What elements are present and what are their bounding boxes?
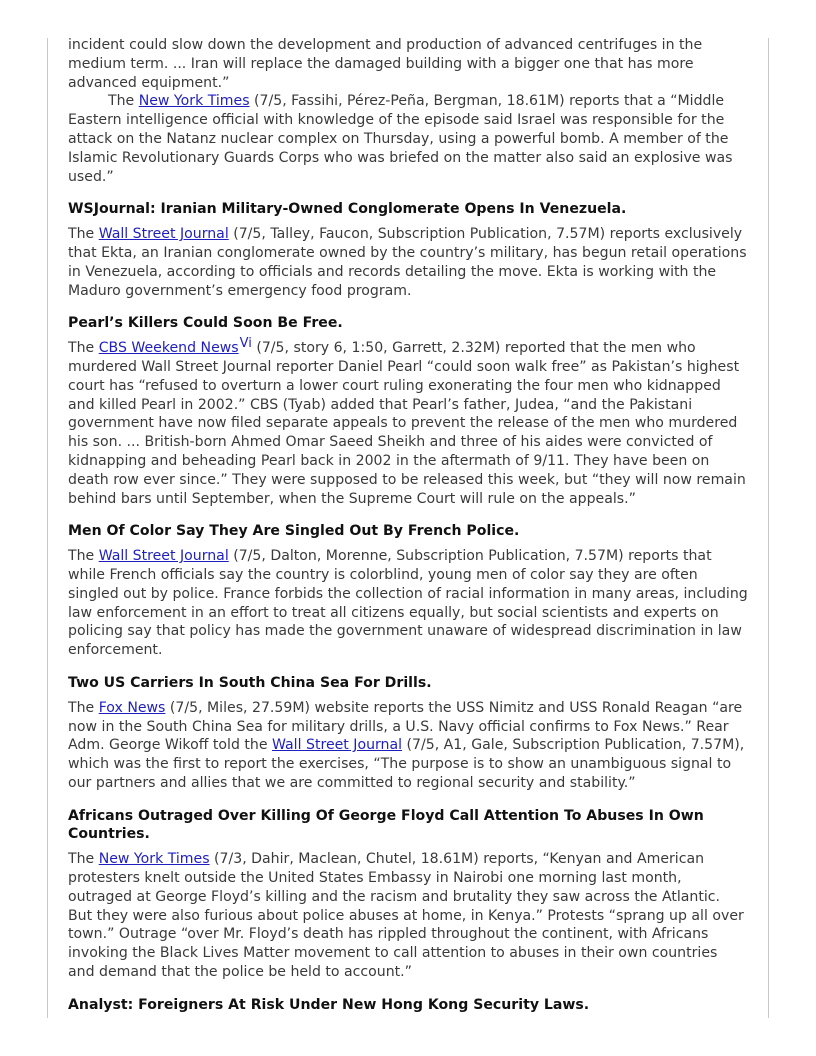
video-icon-link[interactable]: Vi xyxy=(239,336,252,352)
headline-french-police: Men Of Color Say They Are Singled Out By French Police. xyxy=(68,523,520,540)
right-margin-rule xyxy=(768,38,769,1018)
story-paragraph: The New York Times (7/3, Dahir, Maclean, Chutel, 18.61M) reports, “Kenyan and American protesters knelt outside the United States Embassy in Nairobi one morning last month, outraged at George Floyd’s killing and the racism and brutality they saw across the Atlantic. But they were also furious about police abuses at home, in Kenya.” Protests “sprang up all over town.” Outrage “over Mr. Floyd’s death has rippled throughout the continent, with Africans invoking the Black Lives Matter movement to call attention to abuses in their own countries and demand that the police be held to account.” xyxy=(68,851,744,981)
headline-south-china-sea: Two US Carriers In South China Sea For Drills. xyxy=(68,674,432,691)
wsj-link[interactable]: Wall Street Journal xyxy=(98,226,229,243)
nyt-link[interactable]: New York Times xyxy=(98,851,210,868)
headline-iran-venezuela: WSJournal: Iranian Military-Owned Conglomerate Opens In Venezuela. xyxy=(68,201,627,218)
wsj-link[interactable]: Wall Street Journal xyxy=(272,737,403,754)
left-margin-rule xyxy=(47,38,48,1018)
story-paragraph: The Wall Street Journal (7/5, Talley, Faucon, Subscription Publication, 7.57M) reports exclusively that Ekta, an Iranian conglomerate owned by the country’s military, has begun retail operations in Venezuela, according to officials and records detailing the move. Ekta is working with the Maduro government’s emergency food program. xyxy=(68,226,747,299)
nyt-paragraph: The New York Times (7/5, Fassihi, Pérez-Peña, Bergman, 18.61M) reports that a “Middle Eastern intelligence official with knowledge of the episode said Israel was responsible for the attack on the Natanz nuclear complex on Thursday, using a powerful bomb. A member of the Islamic Revolutionary Guards Corps who was briefed on the matter also said an explosive was used.” xyxy=(68,93,733,185)
story-paragraph: The Fox News (7/5, Miles, 27.59M) website reports the USS Nimitz and USS Ronald Reagan “are now in the South China Sea for military drills, a U.S. Navy official confirms to Fox News.” Rear Adm. George Wikoff told the Wall Street Journal (7/5, A1, Gale, Subscription Publication, 7.57M), which was the first to report the exercises, “The purpose is to show an unambiguous signal to our partners and allies that we are committed to regional security and stability.” xyxy=(68,699,745,791)
story-paragraph: The CBS Weekend News$^{Vi}$ (7/5, story 6, 1:50, Garrett, 2.32M) reported that the men who murdered Wall Street Journal reporter Daniel Pearl “could soon walk free” as Pakistan’s highest court has “refused to overturn a lower court ruling exonerating the four men who kidnapped and killed Pearl in 2002.” CBS (Tyab) added that Pearl’s father, Judea, “and the Pakistani government have now filed separate appeals to prevent the release of the men who murdered his son. ... British-born Ahmed Omar Saeed Sheikh and three of his aides were convicted of kidnapping and beheading Pearl back in 2002 in the aftermath of 9/11. They have been on death row ever since.” They were supposed to be released this week, but “they will now remain behind bars until September, when the Supreme Court will rule on the appeals.” xyxy=(68,336,746,507)
fox-news-link[interactable]: Fox News xyxy=(98,699,166,716)
wsj-link[interactable]: Wall Street Journal xyxy=(98,548,229,565)
newsletter-body xyxy=(68,36,748,1021)
story-paragraph: The Wall Street Journal (7/5, Dalton, Morenne, Subscription Publication, 7.57M) reports that while French officials say the country is colorblind, young men of color say they are often singled out by police. France forbids the collection of racial information in many areas, including law enforcement in an effort to treat all citizens equally, but social scientists and experts on policing say that policy has made the government unaware of widespread discrimination in law enforcement. xyxy=(68,548,748,659)
cbs-link[interactable]: CBS Weekend News xyxy=(98,340,239,357)
headline-pearl: Pearl’s Killers Could Soon Be Free. xyxy=(68,315,343,332)
headline-hong-kong: Analyst: Foreigners At Risk Under New Hong Kong Security Laws. xyxy=(68,996,590,1013)
headline-george-floyd-africa: Africans Outraged Over Killing Of George Floyd Call Attention To Abuses In Own Countries. xyxy=(68,807,704,843)
nyt-link[interactable]: New York Times xyxy=(138,93,250,110)
continued-paragraph: incident could slow down the development and production of advanced centrifuges in the medium term. ... Iran will replace the damaged building with a bigger one that has more advanced equipment.” xyxy=(68,37,703,91)
